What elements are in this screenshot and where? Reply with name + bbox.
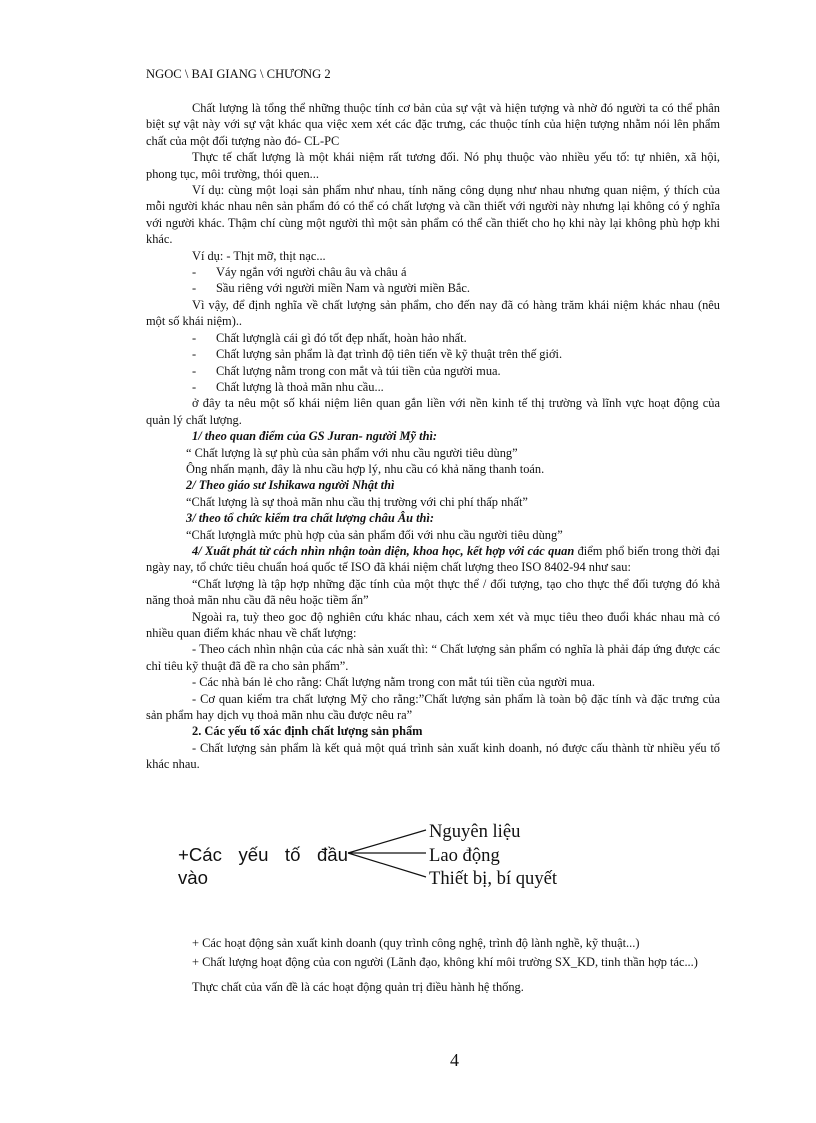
section-heading: 2. Các yếu tố xác định chất lượng sản phẩm (192, 724, 423, 739)
section-heading: 2/ Theo giáo sư Ishikawa người Nhật thì (186, 478, 395, 493)
document-tail (146, 935, 720, 996)
quote: “ Chất lượng là sự phù của sản phẩm với nhu cầu người tiêu dùng” (186, 445, 518, 460)
paragraph: Ví dụ: - Thịt mỡ, thịt nạc... (192, 248, 326, 263)
quote: “Chất lượng là sự thoả mãn nhu cầu thị trường với chi phí thấp nhất” (186, 494, 528, 509)
paragraph: Ngoài ra, tuỳ theo goc độ nghiên cứu khác nhau, cách xem xét và mục tiêu theo đuổi khác nhau mà có nhiều quan điểm khác nhau về chất lượng: (146, 609, 720, 640)
paragraph: Thực chất của vấn đề là các hoạt động quản trị điều hành hệ thống. (192, 980, 524, 995)
paragraph: - Các nhà bán lẻ cho rằng: Chất lượng nằm trong con mắt túi tiền của người mua. (192, 675, 595, 690)
paragraph: + Chất lượng hoạt động của con người (Lãnh đạo, không khí môi trường SX_KD, tinh thần hợp tác...) (192, 955, 698, 970)
page-number: 4 (450, 1050, 459, 1070)
diagram-input-label: +Các yếu tố đầu vào (178, 844, 348, 888)
paragraph: 4/ Xuất phát từ cách nhìn nhận toàn diện, khoa học, kết hợp với các quan điểm phổ biến trong thời đại ngày nay, tổ chức tiêu chuẩn hoá quốc tế ISO đã khái niệm chất lượng theo ISO 8402-94 như sau: (146, 543, 720, 575)
list-item: - Chất lượnglà cái gì đó tốt đẹp nhất, hoàn hảo nhất. (192, 330, 467, 345)
paragraph: Chất lượng là tổng thể những thuộc tính cơ bản của sự vật và hiện tượng và nhờ đó người ta có thể phân biệt sự vật này với sự vật khác qua việc xem xét các đặc trưng, các thuộc tính của hiện tượng nhằm nói lên phẩm chất của một đối tượng nào đó- CL-PC (146, 101, 720, 148)
paragraph: - Chất lượng sản phẩm là kết quả một quá trình sản xuất kinh doanh, nó được cấu thành từ nhiều yếu tố khác nhau. (146, 740, 720, 772)
diagram-item: Nguyên liệu (429, 821, 521, 842)
paragraph: Vì vậy, để định nghĩa về chất lượng sản phẩm, cho đến nay đã có hàng trăm khái niệm khác nhau (nêu một số khái niệm).. (146, 297, 720, 329)
paragraph: - Theo cách nhìn nhận của các nhà sản xuất thì: “ Chất lượng sản phẩm có nghĩa là phải đáp ứng được các chỉ tiêu kỹ thuật đã đề ra cho sản phẩm”. (146, 642, 720, 673)
paragraph: Ông nhấn mạnh, đây là nhu cầu hợp lý, nhu cầu có khả năng thanh toán. (186, 461, 545, 476)
list-item: - Chất lượng nằm trong con mắt và túi tiền của người mua. (192, 363, 501, 378)
paragraph: - Cơ quan kiểm tra chất lượng Mỹ cho rằng:”Chất lượng sản phẩm là toàn bộ đặc tính và đặc trưng của sản phẩm hay dịch vụ thoả mãn nhu cầu được nêu ra” (146, 691, 720, 723)
list-item: - Sầu riêng với người miền Nam và người miền Bắc. (192, 281, 471, 296)
diagram-item: Thiết bị, bí quyết (429, 868, 558, 889)
paragraph: ở đây ta nêu một số khái niệm liên quan gắn liền với nền kinh tế thị trường và lĩnh vực hoạt động của quản lý chất lượng. (146, 396, 720, 427)
list-item: - Chất lượng sản phẩm là đạt trình độ tiên tiến về kỹ thuật trên thế giới. (192, 347, 563, 362)
quote: “Chất lượnglà mức phù hợp của sản phẩm đối với nhu cầu người tiêu dùng” (186, 527, 563, 542)
diagram-item: Lao động (429, 845, 500, 866)
page-header: NGOC \ BAI GIANG \ CHƯƠNG 2 (146, 67, 331, 81)
paragraph: + Các hoạt động sản xuất kinh doanh (quy trình công nghệ, trình độ lành nghề, kỹ thuật...) (192, 936, 640, 950)
document-body (146, 100, 720, 773)
paragraph: Thực tế chất lượng là một khái niệm rất tương đối. Nó phụ thuộc vào nhiều yếu tố: tự nhiên, xã hội, phong tục, môi trường, thói quen... (146, 150, 720, 181)
list-item: - Váy ngắn với người châu âu và châu á (192, 265, 407, 280)
section-heading: 3/ theo tổ chức kiểm tra chất lượng châu Âu thì: (186, 511, 434, 526)
paragraph: Ví dụ: cùng một loại sản phẩm như nhau, tính năng công dụng như nhau nhưng quan niệm, ý thích của mỗi người khác nhau nên sản phẩm đó có thể có chất lượng và cần thiết với người này nhưng lại không có ý nghĩa với người khác. Thậm chí cùng một người thì một sản phẩm có thể cần thiết cho họ khi này lại không phù hợp khi khác. (146, 183, 720, 247)
quote: “Chất lượng là tập hợp những đặc tính của một thực thể / đối tượng, tạo cho thực thể đối tượng đó khả năng thoả mãn nhu cầu đã nêu hoặc tiềm ẩn” (146, 576, 720, 608)
section-heading: 1/ theo quan điểm của GS Juran- người Mỹ thì: (192, 429, 438, 444)
list-item: - Chất lượng là thoả mãn nhu cầu... (192, 379, 384, 394)
